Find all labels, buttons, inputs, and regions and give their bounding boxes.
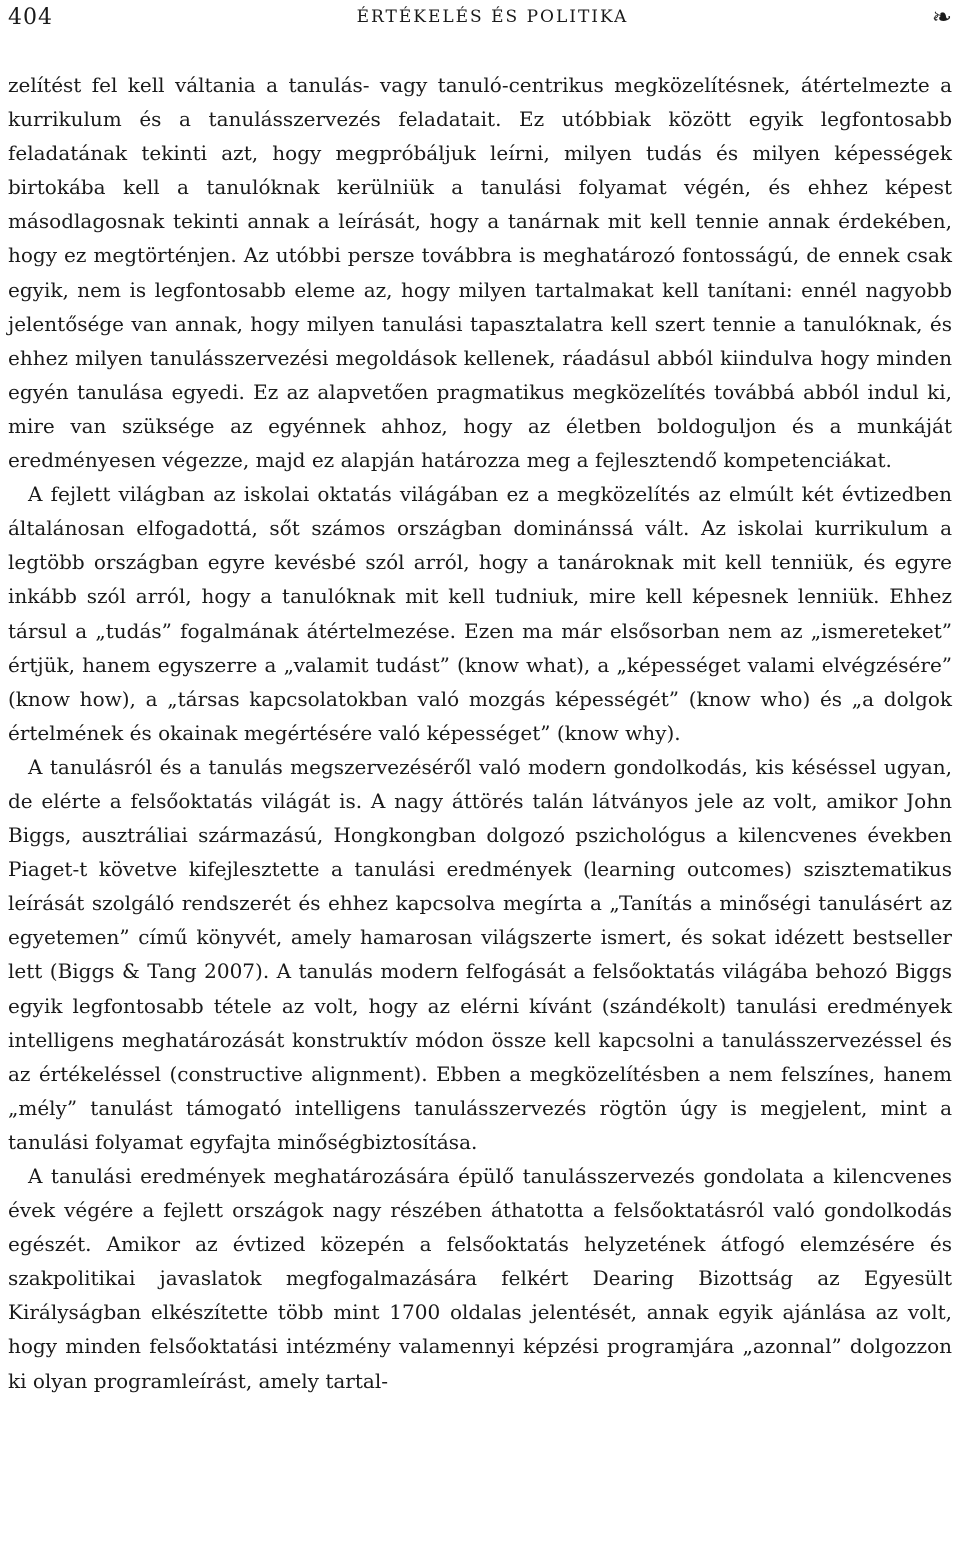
body-text: [8, 68, 952, 1398]
page-number: 404: [8, 4, 53, 30]
paragraph-4: A tanulási eredmények meghatározására épülő tanulásszervezés gondolata a kilencvenes évek végére a fejlett országok nagy részében áthatotta a felsőoktatásról való gondolkodás egészét. Amikor az évtized közepén a felsőoktatás helyzetének átfogó elemzésére és szakpolitikai javaslatok megfogalmazására felkért Dearing Bizottság az Egyesült Királyságban elkészítette több mint 1700 oldalas jelentését, annak egyik ajánlása az volt, hogy minden felsőoktatási intézmény valamennyi képzési programjára „azonnal” dolgozzon ki olyan programleírást, amely tartal-: [8, 1164, 952, 1393]
running-head: ÉRTÉKELÉS ÉS POLITIKA: [356, 7, 629, 27]
paragraph-3: A tanulásról és a tanulás megszervezéséről való modern gondolkodás, kis késéssel ugyan, de elérte a felsőoktatás világát is. A nagy áttörés talán látványos jele az volt, amikor John Biggs, ausztráliai származású, Hongkongban dolgozó pszichológus a kilencvenes években Piaget-t követve kifejlesztette a tanulási eredmények (learning outcomes) szisztematikus leírását szolgáló rendszerét és ehhez kapcsolva megírta a „Tanítás a minőségi tanulásért az egyetemen” című könyvét, amely hamarosan világszerte ismert, és sokat idézett bestseller lett (Biggs & Tang 2007). A tanulás modern felfogását a felsőoktatás világába behozó Biggs egyik legfontosabb tétele az volt, hogy az elérni kívánt (szándékolt) tanulási eredmények intelligens meghatározását konstruktív módon össze kell kapcsolni a tanulásszervezéssel és az értékeléssel (constructive alignment). Ebben a megközelítésben a nem felszínes, hanem „mély” tanulást támogató intelligens tanulásszervezés rögtön úgy is megjelent, mint a tanulási folyamat egyfajta minőségbiztosítása.: [8, 754, 952, 1154]
paragraph-1: zelítést fel kell váltania a tanulás- vagy tanuló-centrikus megközelítésnek, átértelmezte a kurrikulum és a tanulásszervezés feladatait. Ez utóbbiak között egyik legfontosabb feladatának tekinti azt, hogy megpróbáljuk leírni, milyen tudás és milyen képességek birtokába kell a tanulóknak kerülniük a tanulási folyamat végén, és ehhez képest másodlagosnak tekinti annak a leírását, hogy a tanárnak mit kell tennie annak érdekében, hogy ez megtörténjen. Az utóbbi persze továbbra is meghatározó fontosságú, de ennek csak egyik, nem is legfontosabb eleme az, hogy milyen tartalmakat kell tanítani: ennél nagyobb jelentősége van annak, hogy milyen tanulási tapasztalatra kell szert tennie a tanulóknak, és ehhez milyen tanulásszervezési megoldások kellenek, ráadásul abból kiindulva hogy minden egyén tanulása egyedi. Ez az alapvetően pragmatikus megközelítés továbbá abból indul ki, mire van szüksége az egyénnek ahhoz, hogy az életben boldoguljon és a munkáját eredményesen végezze, majd ez alapján határozza meg a fejlesztendő kompetenciákat.: [8, 73, 952, 473]
paragraph-2: A fejlett világban az iskolai oktatás világában ez a megközelítés az elmúlt két évtizedben általánosan elfogadottá, sőt számos országban dominánssá vált. Az iskolai kurrikulum a legtöbb országban egyre kevésbé szól arról, hogy a tanároknak mit kell tenniük, és egyre inkább szól arról, hogy a tanulóknak mit kell tudniuk, mire kell képesnek lenniük. Ehhez társul a „tudás” fogalmának átértelmezése. Ezen ma már elsősorban nem az „ismereteket” értjük, hanem egyszerre a „valamit tudást” (know what), a „képességet valami elvégzésére” (know how), a „társas kapcsolatokban való mozgás képességét” (know who) és „a dolgok értelmének és okainak megértésére való képességet” (know why).: [8, 482, 952, 745]
fleuron-ornament-icon: ❧: [931, 3, 952, 31]
page-header: [0, 0, 960, 34]
